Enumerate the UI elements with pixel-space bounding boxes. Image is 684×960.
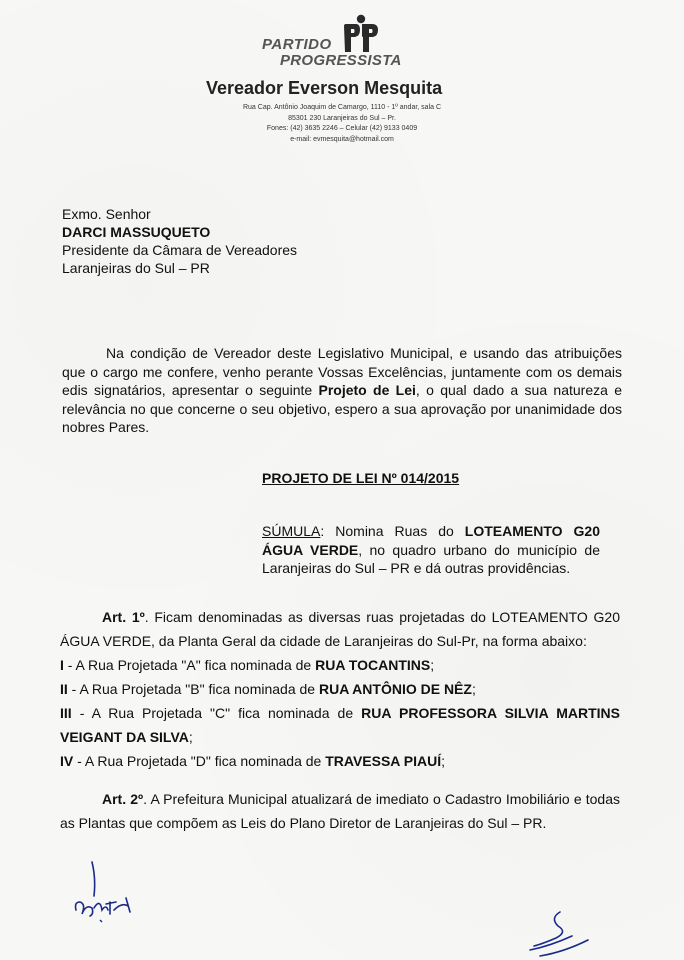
addressee-role: Presidente da Câmara de Vereadores bbox=[62, 242, 298, 258]
article-2-text: . A Prefeitura Municipal atualizará de imediato o Cadastro Imobiliário e todas as Plantas que compõem as Leis do Plano Diretor de Laranjeiras do Sul – PR. bbox=[60, 791, 621, 831]
item-end: ; bbox=[471, 681, 476, 697]
article-1 bbox=[60, 605, 620, 653]
article-2-label: Art. 2º bbox=[102, 791, 144, 807]
item-end: ; bbox=[441, 753, 446, 769]
item-text: - A Rua Projetada "A" fica nominada de bbox=[63, 657, 316, 673]
signature-left bbox=[70, 858, 140, 928]
party-name-line2: PROGRESSISTA bbox=[280, 52, 402, 69]
intro-text-end: , o qual dado a sua natureza e relevância no que concerne o seu objetivo, espero a sua aprovação por unanimidade dos nobres Pares. bbox=[62, 382, 622, 435]
item-numeral: III bbox=[60, 705, 72, 721]
street-name: TRAVESSA PIAUÍ bbox=[325, 753, 442, 769]
item-text: - A Rua Projetada "D" fica nominada de bbox=[73, 753, 326, 769]
article-1-label: Art. 1º bbox=[102, 609, 145, 625]
address-block bbox=[220, 103, 464, 145]
street-name: RUA ANTÔNIO DE NÊZ bbox=[318, 681, 472, 697]
vereador-name: Vereador Everson Mesquita bbox=[206, 78, 443, 98]
party-name-line1: PARTIDO bbox=[262, 36, 332, 53]
address-line: Rua Cap. Antônio Joaquim de Camargo, 1110 - 1º andar, sala C bbox=[242, 104, 442, 111]
address-line: e-mail: evmesquita@hotmail.com bbox=[290, 135, 394, 143]
item-text: - A Rua Projetada "B" fica nominada de bbox=[67, 681, 319, 697]
sumula-paragraph bbox=[262, 522, 600, 578]
intro-paragraph bbox=[62, 344, 622, 437]
sumula-label: SÚMULA bbox=[262, 523, 321, 539]
item-end: ; bbox=[188, 729, 193, 745]
item-numeral: I bbox=[60, 657, 64, 673]
item-numeral: IV bbox=[60, 753, 74, 769]
sumula-text-end: , no quadro urbano do município de Laranjeiras do Sul – PR e dá outras providências. bbox=[262, 541, 601, 576]
item-end: ; bbox=[430, 657, 435, 673]
street-name: RUA TOCANTINS bbox=[315, 657, 431, 673]
spacer bbox=[60, 773, 620, 787]
intro-bold: Projeto de Lei bbox=[318, 382, 416, 398]
project-title: PROJETO DE LEI Nº 014/2015 bbox=[262, 470, 460, 486]
salutation: Exmo. Senhor bbox=[62, 206, 151, 222]
addressee-city: Laranjeiras do Sul – PR bbox=[62, 260, 210, 276]
item-numeral: II bbox=[60, 681, 68, 697]
list-item bbox=[60, 701, 620, 749]
party-logo-icon bbox=[338, 14, 384, 54]
article-2 bbox=[60, 787, 620, 835]
address-line: Fones: (42) 3635 2246 – Celular (42) 9133 0409 bbox=[266, 125, 418, 132]
list-item bbox=[60, 677, 620, 701]
party-logo bbox=[262, 14, 462, 74]
street-name: RUA PROFESSORA SILVIA MARTINS VEIGANT DA SILVA bbox=[60, 705, 620, 745]
article-1-text: . Ficam denominadas as diversas ruas projetadas do LOTEAMENTO G20 ÁGUA VERDE, da Planta Geral da cidade de Laranjeiras do Sul-Pr, na forma abaixo: bbox=[60, 609, 620, 649]
item-text: - A Rua Projetada "C" fica nominada de bbox=[71, 705, 362, 721]
sumula-text: : Nomina Ruas do bbox=[320, 523, 465, 539]
addressee-block bbox=[62, 205, 297, 277]
sumula-bold: LOTEAMENTO G20 ÁGUA VERDE bbox=[262, 523, 600, 558]
addressee-name: DARCI MASSUQUETO bbox=[62, 224, 211, 240]
intro-text: Na condição de Vereador deste Legislativo Municipal, e usando das atribuições que o cargo me confere, venho perante Vossas Excelências, juntamente com os demais edis signatários, apresentar o seguinte bbox=[62, 345, 622, 398]
list-item bbox=[60, 653, 620, 677]
signature-right bbox=[520, 906, 596, 960]
list-item bbox=[60, 749, 620, 773]
articles-section bbox=[60, 605, 620, 835]
address-line: 85301 230 Laranjeiras do Sul – Pr. bbox=[288, 114, 396, 122]
